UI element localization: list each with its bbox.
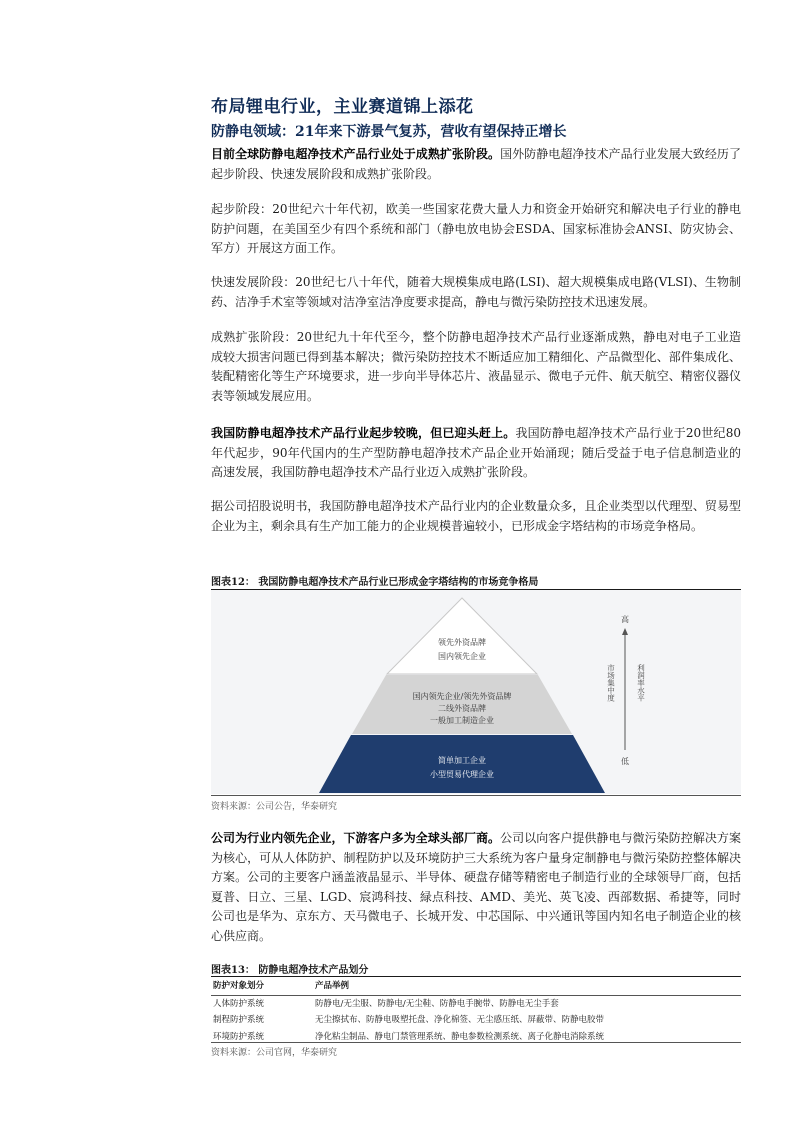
paragraph-5-lead: 我国防静电超净技术产品行业起步较晚，但已迎头赶上。 bbox=[211, 426, 516, 440]
axis-low-label: 低 bbox=[621, 757, 629, 766]
paragraph-3: 快速发展阶段：20世纪七八十年代，随着大规模集成电路(LSI)、超大规模集成电路(VLSI)、生物制药、洁净手术室等领域对洁净室洁净度要求提高，静电与微污染防控技术迅速发展。 bbox=[211, 275, 741, 309]
table-header-protection: 防护对象划分 bbox=[213, 981, 265, 991]
table-row bbox=[211, 1012, 741, 1029]
axis-high-label: 高 bbox=[621, 615, 629, 624]
section-subheading: 防静电领域：21年来下游景气复苏，营收有望保持正增长 bbox=[211, 124, 567, 140]
section-heading: 布局锂电行业，主业赛道锦上添花 bbox=[211, 97, 474, 117]
figure12-bottom-rule bbox=[211, 795, 741, 796]
figure13-top-rule bbox=[211, 976, 741, 977]
figure12-caption: 图表12： 我国防静电超净技术产品行业已形成金字塔结构的市场竞争格局 bbox=[211, 577, 539, 588]
table-cell-products: 净化粘尘制品、静电门禁管理系统、静电参数检测系统、离子化静电消除系统 bbox=[315, 1031, 605, 1042]
tier-mid-line-2: 二线外资品牌 bbox=[438, 704, 486, 713]
table-cell-category: 人体防护系统 bbox=[213, 998, 265, 1009]
figure13-caption: 图表13： 防静电超净技术产品划分 bbox=[211, 965, 369, 976]
table-cell-products: 防静电/无尘服、防静电/无尘鞋、防静电手腕带、防静电无尘手套 bbox=[315, 998, 559, 1009]
tier-mid-line-1: 国内领先企业/领先外资品牌 bbox=[412, 692, 512, 701]
paragraph-4: 成熟扩张阶段：20世纪九十年代至今，整个防静电超净技术产品行业逐渐成熟，静电对电子工业造成较大损害问题已得到基本解决；微污染防控技术不断适应加工精细化、产品微型化、部件集成化、装配精密化等生产环境要求，进一步向半导体芯片、液晶显示、微电子元件、航天航空、精密仪器仪表等领域发展应用。 bbox=[211, 330, 741, 403]
paragraph-5-body: 我国防静电超净技术产品行业于20世纪80年代起步，90年代国内的生产型防静电超净技术产品企业开始涌现；随后受益于电子信息制造业的高速发展，我国防静电超净技术产品行业迈入成熟扩张阶段。 bbox=[211, 426, 741, 479]
table-cell-category: 环境防护系统 bbox=[213, 1031, 265, 1042]
paragraph-1 bbox=[211, 145, 741, 184]
tier-top-line-2: 国内领先企业 bbox=[438, 652, 486, 661]
axis-arrow-head bbox=[622, 628, 628, 635]
paragraph-7 bbox=[211, 829, 741, 946]
tier-mid-line-3: 一般加工制造企业 bbox=[430, 716, 494, 725]
axis-left-label: 市场集中度 bbox=[606, 664, 616, 702]
figure12-source: 资料来源：公司公告，华泰研究 bbox=[211, 802, 338, 812]
table-row bbox=[211, 996, 741, 1013]
table-header-row bbox=[211, 978, 741, 995]
table-cell-category: 制程防护系统 bbox=[213, 1015, 265, 1025]
pyramid-tier-top bbox=[387, 598, 537, 674]
paragraph-5 bbox=[211, 424, 741, 483]
paragraph-2: 起步阶段：20世纪六十年代初，欧美一些国家花费大量人力和资金开始研究和解决电子行业的静电防护问题，在美国至少有四个系统和部门（静电放电协会ESDA、国家标准协会ANSI、防灾协会、军方）开展这方面工作。 bbox=[211, 202, 741, 255]
axis-right-label: 利润率水平 bbox=[636, 664, 646, 702]
tier-top-line-1: 领先外资品牌 bbox=[438, 638, 486, 647]
paragraph-7-body: 公司以向客户提供静电与微污染防控解决方案为核心，可从人体防护、制程防护以及环境防护三大系统为客户量身定制静电与微污染防控整体解决方案。公司的主要客户涵盖液晶显示、半导体、硬盘存储等精密电子制造行业的全球领导厂商，包括夏普、日立、三星、LGD、宸鸿科技、緑点科技、AMD、美光、英飞凌、西部数据、希捷等，同时公司也是华为、京东方、天马微电子、长城开发、中芯国际、中兴通讯等国内知名电子制造企业的核心供应商。 bbox=[211, 831, 741, 943]
paragraph-7-lead: 公司为行业内领先企业，下游客户多为全球头部厂商。 bbox=[211, 831, 501, 845]
table-header-examples: 产品举例 bbox=[315, 981, 350, 991]
table-cell-products: 无尘擦拭布、防静电吸塑托盘、净化棉签、无尘感压纸、屏蔽带、防静电胶带 bbox=[315, 1015, 605, 1025]
pyramid-chart bbox=[211, 590, 741, 794]
figure13-source: 资料来源：公司官网，华泰研究 bbox=[211, 1048, 338, 1058]
paragraph-1-lead: 目前全球防静电超净技术产品行业处于成熟扩张阶段。 bbox=[211, 147, 501, 161]
product-table bbox=[211, 978, 741, 1045]
paragraph-1-body: 国外防静电超净技术产品行业发展大致经历了起步阶段、快速发展阶段和成熟扩张阶段。 bbox=[211, 147, 741, 181]
tier-bottom-line-2: 小型贸易代理企业 bbox=[430, 770, 494, 779]
paragraph-6: 据公司招股说明书，我国防静电超净技术产品行业内的企业数量众多，且企业类型以代理型、贸易型企业为主，剩余具有生产加工能力的企业规模普遍较小，已形成金字塔结构的市场竞争格局。 bbox=[211, 499, 741, 533]
tier-bottom-line-1: 简单加工企业 bbox=[438, 756, 486, 765]
figure13-bottom-rule bbox=[211, 1042, 741, 1043]
